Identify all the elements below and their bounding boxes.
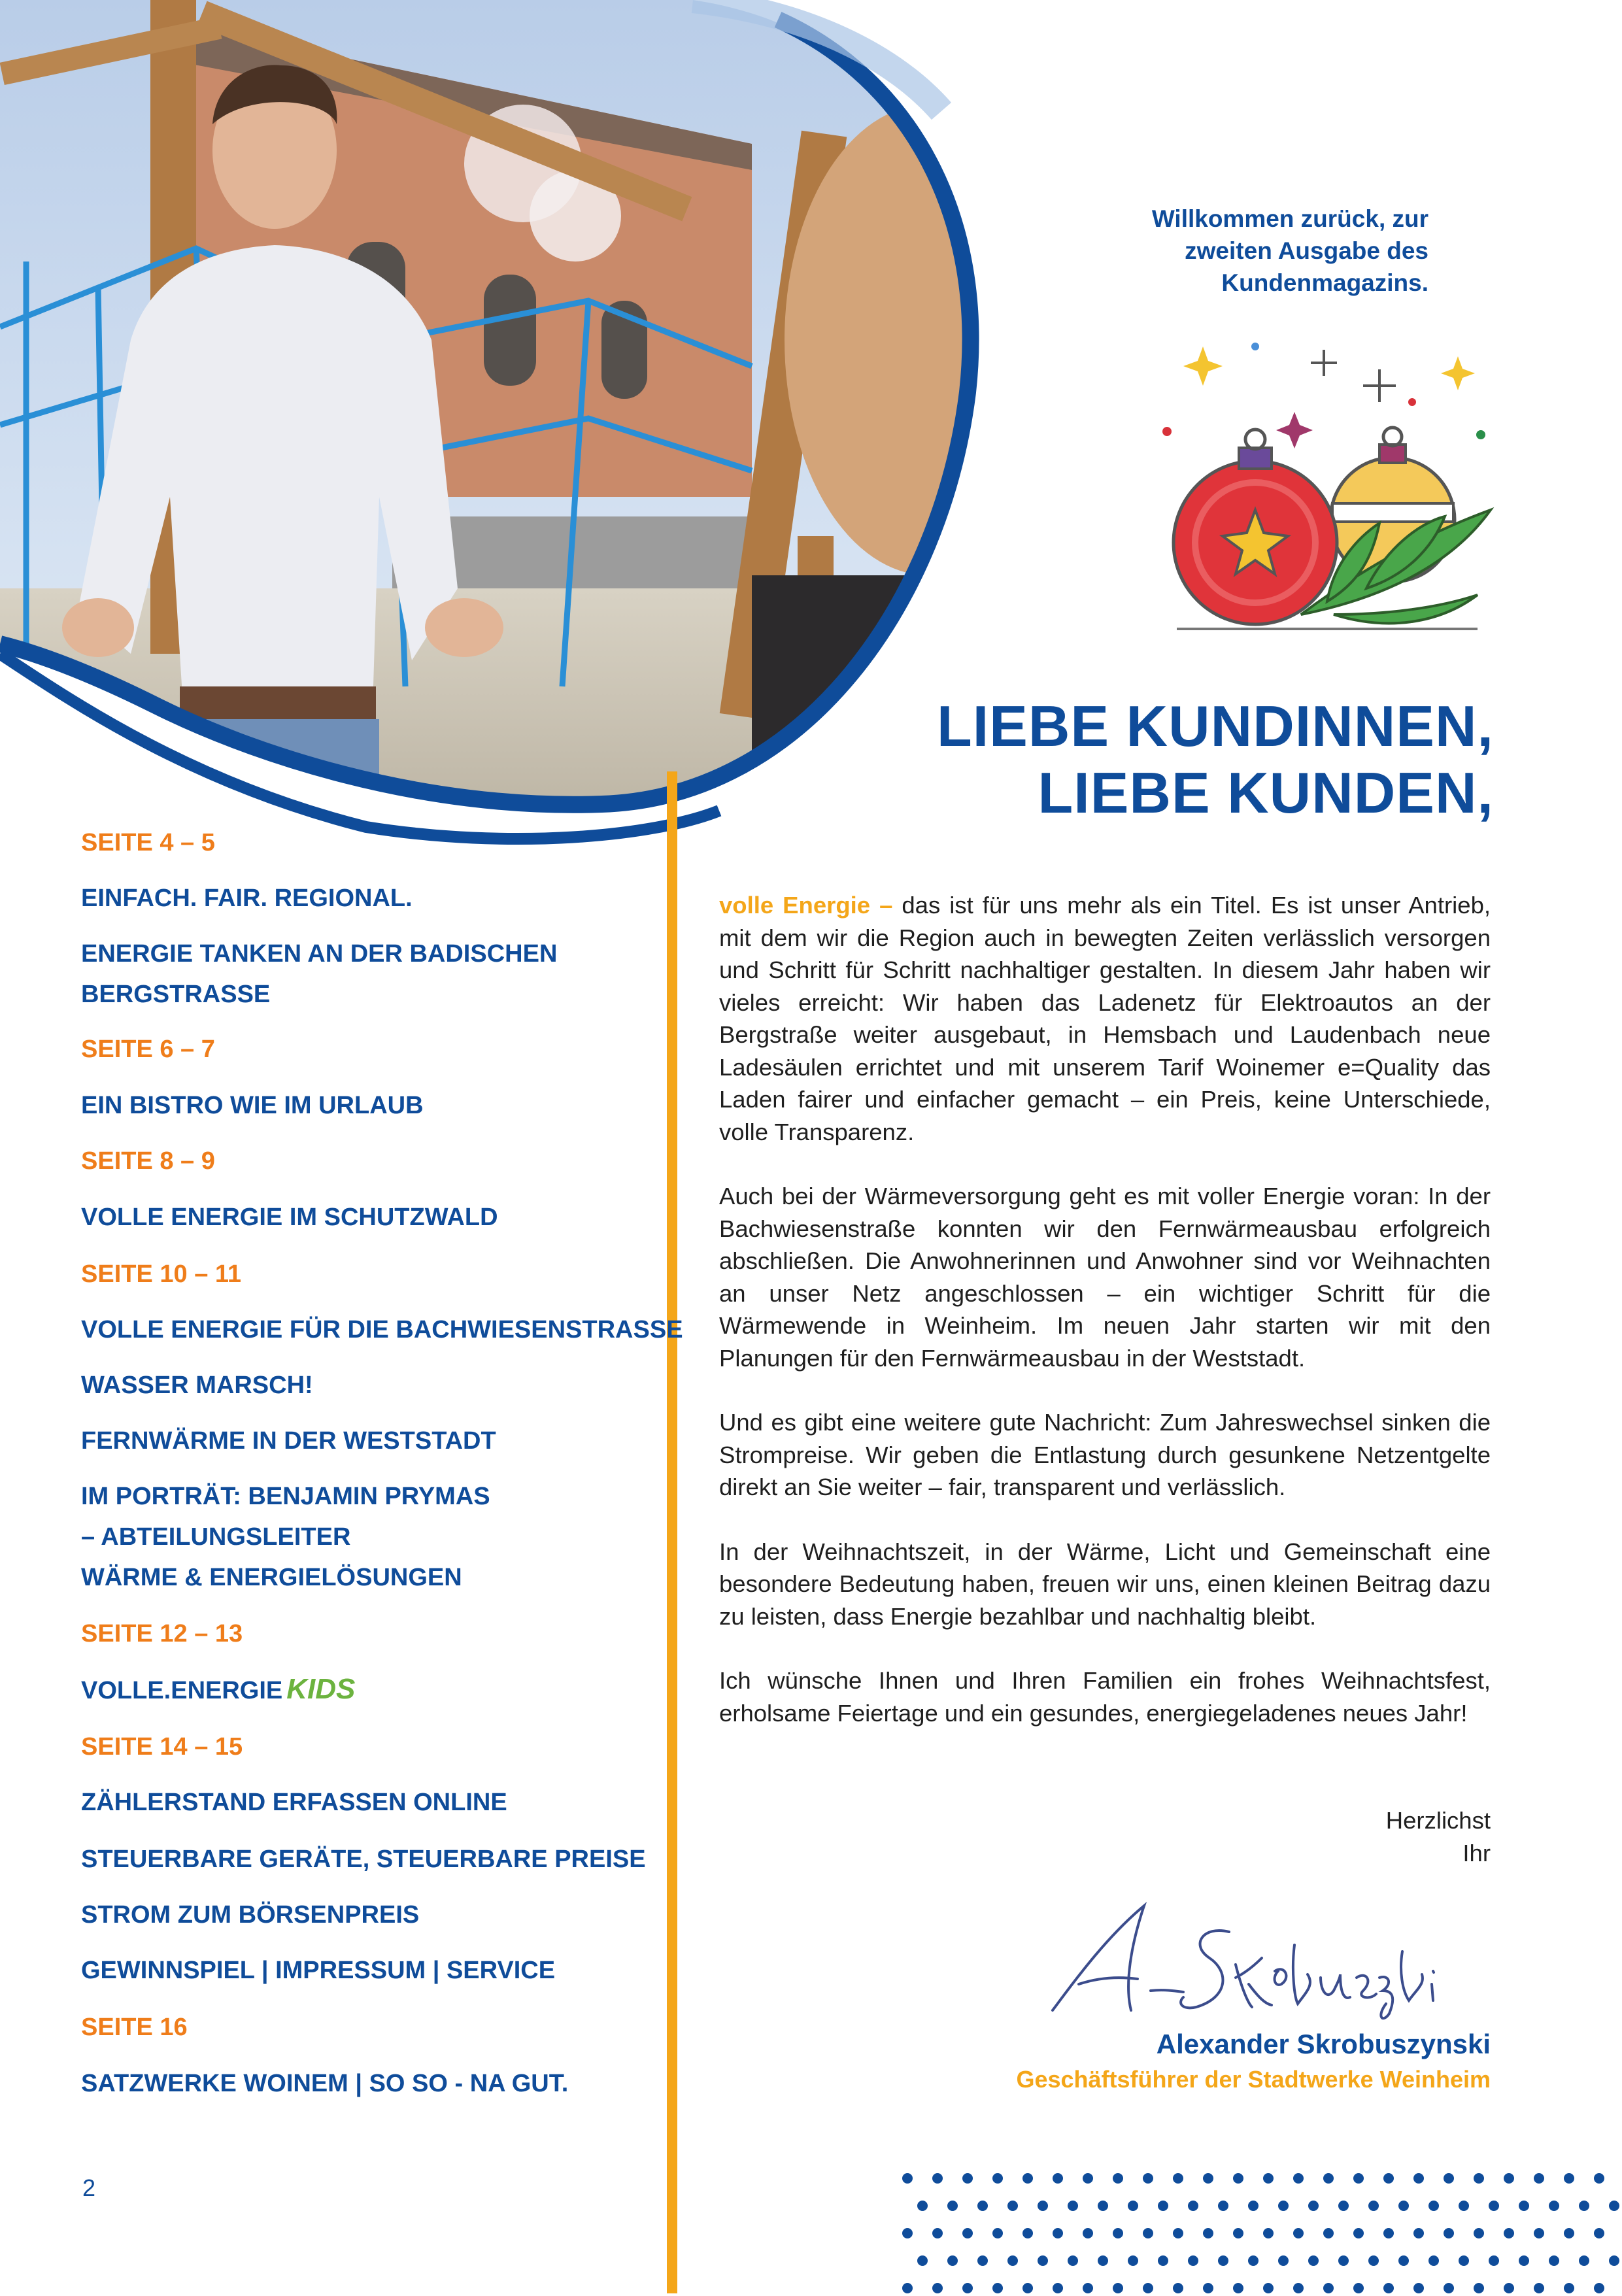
toc-text: VOLLE ENERGIE FÜR DIE BACHWIESENSTRASSE [81,1316,683,1343]
decorative-dot [1564,2228,1574,2238]
decorative-dot [1022,2173,1033,2184]
decorative-dot [1203,2283,1213,2293]
toc-text: EINFACH. FAIR. REGIONAL. [81,885,413,912]
decorative-dot [1323,2228,1334,2238]
decorative-dot [947,2255,958,2266]
decorative-dot [1519,2255,1529,2266]
decorative-dot [1474,2173,1484,2184]
toc-text: ENERGIE TANKEN AN DER BADISCHEN [81,940,558,968]
decorative-dot [1053,2173,1063,2184]
decorative-dot [1579,2201,1589,2211]
decorative-dot [1413,2173,1424,2184]
letter-paragraph-1 [719,889,1491,1148]
decorative-dot [1564,2173,1574,2184]
decorative-dot [1398,2201,1409,2211]
toc-text: SATZWERKE WOINEM | SO SO - NA GUT. [81,2070,569,2097]
decorative-dot [1323,2173,1334,2184]
toc-article-title [81,934,557,974]
decorative-dot [992,2283,1003,2293]
decorative-dot [1368,2255,1379,2266]
decorative-dot [1083,2283,1093,2293]
decorative-dot [1534,2283,1544,2293]
decorative-dot [1413,2228,1424,2238]
decorative-dot [1263,2283,1274,2293]
decorative-dot [1248,2255,1259,2266]
toc-article-title [81,1476,490,1517]
decorative-dot [1173,2228,1183,2238]
decorative-dot [932,2228,943,2238]
decorative-dot [1128,2201,1138,2211]
decorative-dot [1038,2255,1048,2266]
decorative-dot [1173,2173,1183,2184]
toc-text: STROM ZUM BÖRSENPREIS [81,1901,420,1929]
decorative-dot [1594,2173,1604,2184]
decorative-dot [1053,2228,1063,2238]
decorative-dot [1083,2173,1093,2184]
toc-text: STEUERBARE GERÄTE, STEUERBARE PREISE [81,1846,646,1873]
toc-article-title [81,1517,350,1557]
decorative-dot [1489,2255,1499,2266]
decorative-dot [1263,2228,1274,2238]
signer-name: Alexander Skrobuszynski [1156,2029,1491,2059]
decorative-dot [1143,2283,1153,2293]
toc-page-range [81,1613,243,1654]
toc-page-range [81,822,215,863]
decorative-dot [1444,2228,1454,2238]
decorative-dot [1233,2283,1243,2293]
decorative-dot [962,2283,973,2293]
toc-text: SEITE 12 – 13 [81,1620,243,1647]
welcome-line: Willkommen zurück, zur [1151,205,1428,232]
decorative-dot [992,2228,1003,2238]
toc-text: SEITE 8 – 9 [81,1147,215,1175]
page-number: 2 [82,2174,96,2201]
toc-text: WASSER MARSCH! [81,1372,313,1399]
decorative-dot [1203,2173,1213,2184]
decorative-dot [1459,2255,1469,2266]
decorative-dot [1128,2255,1138,2266]
decorative-dot [1549,2201,1559,2211]
decorative-dot [1158,2201,1168,2211]
toc-article-title [81,1309,683,1350]
decorative-dot [1278,2255,1289,2266]
decorative-dot [1594,2228,1604,2238]
decorative-dot [1383,2173,1394,2184]
headline-line-1: LIEBE KUNDINNEN, [936,694,1494,758]
decorative-dot [1022,2283,1033,2293]
toc-article-title [81,1895,419,1935]
decorative-dot [1248,2201,1259,2211]
letter-lead: volle Energie – [719,892,893,919]
decorative-dot [962,2228,973,2238]
decorative-dot [1609,2201,1619,2211]
decorative-dot [1519,2201,1529,2211]
decorative-dot [1218,2255,1228,2266]
decorative-dot [1353,2228,1364,2238]
decorative-dot [1007,2201,1018,2211]
toc-article-title [81,1197,498,1238]
letter-paragraph-4: In der Weihnachtszeit, in der Wärme, Licht und Gemeinschaft eine besondere Bedeutung haben, freuen wir uns, einen kleinen Beitrag dazu zu leisten, dass Energie bezahlbar und nachhaltig bleibt. [719,1538,1491,1630]
decorative-dot [902,2228,913,2238]
handwritten-signature [1033,1893,1458,2030]
welcome-message [1020,203,1428,299]
toc-text: VOLLE ENERGIE IM SCHUTZWALD [81,1204,498,1231]
toc-text: SEITE 16 [81,2014,188,2041]
decorative-dot [1338,2255,1349,2266]
decorative-dot [1007,2255,1018,2266]
christmas-ornament-illustration [1138,327,1504,634]
decorative-dot [1398,2255,1409,2266]
decorative-dot [1504,2173,1514,2184]
toc-article-title [81,1839,646,1880]
decorative-dot [962,2173,973,2184]
decorative-dot [932,2173,943,2184]
decorative-dot [1594,2283,1604,2293]
decorative-dot [1579,2255,1589,2266]
decorative-dot [1293,2173,1304,2184]
letter-paragraph-2: Auch bei der Wärmeversorgung geht es mit voller Energie voran: In der Bachwiesenstraße konnten wir den Fernwärmeausbau erfolgreich abschließen. Die Anwohnerinnen und Anwohner sind vor Weihnachten an unser Netz angeschlossen – ein wichtiger Schritt für die Wärmewende in Weinheim. Im neuen Jahr starten wir mit den Planungen für den Fernwärmeausbau in der Weststadt. [719,1183,1491,1372]
dot-pattern-decoration [896,2164,1622,2293]
decorative-dot [1308,2201,1319,2211]
decorative-dot [1534,2228,1544,2238]
sparkle-icon [1183,346,1475,390]
decorative-dot [1444,2173,1454,2184]
decorative-dot [1022,2228,1033,2238]
decorative-dot [902,2283,913,2293]
decorative-dot [1474,2228,1484,2238]
decorative-dot [1293,2228,1304,2238]
letter-paragraph-3: Und es gibt eine weitere gute Nachricht: Zum Jahreswechsel sinken die Strompreise. Wir geben die Entlastung durch gesunkene Netzentgelte direkt an Sie weiter – fair, transparent und verlässlich. [719,1409,1491,1500]
decorative-dot [1504,2283,1514,2293]
decorative-dot [1504,2228,1514,2238]
decorative-dot [917,2201,928,2211]
decorative-dot [1098,2201,1108,2211]
toc-text: ZÄHLERSTAND ERFASSEN ONLINE [81,1789,507,1816]
decorative-dot [1474,2283,1484,2293]
toc-article-title [81,974,270,1015]
decorative-dot [932,2283,943,2293]
decorative-dot [1353,2283,1364,2293]
decorative-dot [1188,2255,1198,2266]
decorative-dot [1383,2228,1394,2238]
closing-line-1: Herzlichst [1385,1807,1491,1834]
toc-page-range [81,1254,241,1294]
toc-text: BERGSTRASSE [81,981,271,1008]
decorative-dot [1203,2228,1213,2238]
decorative-dot [947,2201,958,2211]
decorative-dot [1278,2201,1289,2211]
toc-text: WÄRME & ENERGIELÖSUNGEN [81,1564,462,1591]
toc-text: SEITE 14 – 15 [81,1733,243,1761]
decorative-dot [1308,2255,1319,2266]
decorative-dot [1353,2173,1364,2184]
decorative-dot [1459,2201,1469,2211]
toc-article-title [81,1557,462,1598]
decorative-dot [1083,2228,1093,2238]
decorative-dot [1143,2173,1153,2184]
decorative-dot [1113,2228,1123,2238]
toc-article-title [81,878,413,919]
letter-paragraph-1-text: das ist für uns mehr als ein Titel. Es ist unser Antrieb, mit dem wir die Region auch in bewegten Zeiten verlässlich versorgen und Schritt für Schritt nachhaltiger gestalten. In diesem Jahr haben wir vieles erreicht: Wir haben das Ladenetz für Elektroautos an der Bergstraße weiter ausgebaut, in Hemsbach und Laudenbach neue Ladesäulen errichtet und mit unserem Tarif Woinemer e=Quality das Laden fairer und einfacher gemacht – ein Preis, keine Unterschiede, volle Transparenz. [719,892,1491,1145]
decorative-dot [917,2255,928,2266]
toc-article-title [81,2063,568,2104]
toc-kids-label: KIDS [286,1673,356,1705]
toc-page-range [81,1727,243,1767]
decorative-dot [1263,2173,1274,2184]
decorative-dot [1218,2201,1228,2211]
decorative-dot [1444,2283,1454,2293]
toc-text: SEITE 4 – 5 [81,829,215,856]
decorative-dot [1428,2201,1439,2211]
toc-article-title [81,1782,507,1823]
decorative-dot [1113,2283,1123,2293]
decorative-dot [1413,2283,1424,2293]
decorative-dot [1188,2201,1198,2211]
toc-article-title [81,1365,313,1406]
toc-article-title [81,1950,555,1991]
decorative-dot [1368,2201,1379,2211]
toc-text: EIN BISTRO WIE IM URLAUB [81,1092,424,1119]
decorative-dot [1564,2283,1574,2293]
decorative-dot [1158,2255,1168,2266]
decorative-dot [1338,2201,1349,2211]
decorative-dot [1053,2283,1063,2293]
decorative-dot [1293,2283,1304,2293]
toc-text: IM PORTRÄT: BENJAMIN PRYMAS [81,1483,490,1510]
letter-closing [1177,1804,1491,1869]
decorative-dot [1173,2283,1183,2293]
decorative-dot [977,2201,988,2211]
toc-text: – ABTEILUNGSLEITER [81,1523,351,1551]
welcome-line: Kundenmagazins. [1221,269,1428,296]
page-headline [830,693,1494,826]
toc-text: GEWINNSPIEL | IMPRESSUM | SERVICE [81,1957,556,1984]
toc-article-title [81,1421,496,1461]
toc-text: SEITE 10 – 11 [81,1260,242,1288]
decorative-dot [977,2255,988,2266]
decorative-dot [1549,2255,1559,2266]
headline-line-2: LIEBE KUNDEN, [1038,760,1494,825]
decorative-dot [902,2173,913,2184]
decorative-dot [1534,2173,1544,2184]
toc-article-title [81,1085,424,1126]
toc-text: VOLLE.ENERGIE [81,1677,283,1704]
decorative-dot [1233,2228,1243,2238]
vertical-divider [667,771,677,2293]
decorative-dot [1068,2201,1078,2211]
decorative-dot [1113,2173,1123,2184]
toc-page-range [81,2007,188,2048]
toc-page-range [81,1029,215,1070]
decorative-dot [1233,2173,1243,2184]
decorative-dot [1489,2201,1499,2211]
editorial-letter [719,889,1491,1761]
decorative-dot [1609,2255,1619,2266]
letter-paragraph-5: Ich wünsche Ihnen und Ihren Familien ein frohes Weihnachtsfest, erholsame Feiertage und ein gesundes, energiegeladenes neues Jahr! [719,1667,1491,1727]
welcome-line: zweiten Ausgabe des [1185,237,1428,264]
toc-text: SEITE 6 – 7 [81,1036,215,1063]
toc-article-title [81,1669,355,1711]
toc-text: FERNWÄRME IN DER WESTSTADT [81,1427,496,1455]
decorative-dot [1038,2201,1048,2211]
decorative-dot [1323,2283,1334,2293]
decorative-dot [1068,2255,1078,2266]
closing-line-2: Ihr [1462,1839,1491,1866]
toc-page-range [81,1141,215,1181]
decorative-dot [992,2173,1003,2184]
decorative-dot [1143,2228,1153,2238]
decorative-dot [1383,2283,1394,2293]
decorative-dot [1428,2255,1439,2266]
signer-role: Geschäftsführer der Stadtwerke Weinheim [1016,2066,1491,2093]
decorative-dot [1098,2255,1108,2266]
